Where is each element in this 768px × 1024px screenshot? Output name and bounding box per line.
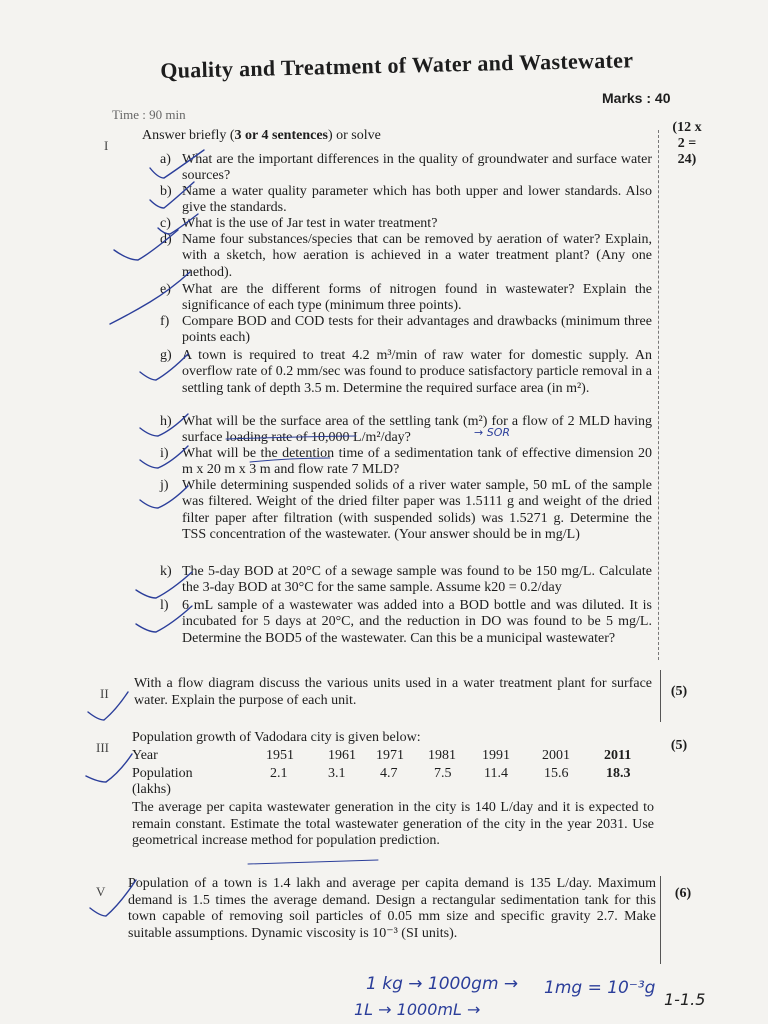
total-marks: Marks : 40 bbox=[602, 90, 671, 106]
year-cell: 2011 bbox=[604, 748, 632, 763]
population-cell: 2.1 bbox=[270, 766, 288, 781]
section-1-marks: (12 x 2 = 24) bbox=[672, 120, 702, 167]
population-cell: 15.6 bbox=[544, 766, 569, 781]
population-cell: 7.5 bbox=[434, 766, 452, 781]
question-d: d) Name four substances/species that can be removed by aeration of water? Explain, with a sketch, how aeration is achieved in a water treatment plant? (Any one method). bbox=[160, 232, 652, 280]
section-1-number: I bbox=[104, 138, 109, 153]
question-c: c) What is the use of Jar test in water treatment? bbox=[160, 216, 438, 231]
margin-line bbox=[658, 130, 659, 660]
exam-time: Time : 90 min bbox=[112, 107, 186, 122]
year-cell: 1991 bbox=[482, 748, 510, 763]
question-g: g) A town is required to treat 4.2 m³/min of raw water for domestic supply. An overflow rate of 0.2 mm/sec was found to produce satisfactory particle removal in a settling tank of depth 3.5 m. Determine the required surface area (in m²). bbox=[160, 348, 652, 396]
population-cell: 4.7 bbox=[380, 766, 398, 781]
page-title: Quality and Treatment of Water and Wastewater bbox=[160, 47, 634, 83]
row-label-population: Population (lakhs) bbox=[132, 766, 193, 797]
section-2-marks: (5) bbox=[670, 684, 688, 699]
marks-box-line bbox=[660, 670, 661, 722]
year-cell: 1951 bbox=[266, 748, 294, 763]
year-cell: 1981 bbox=[428, 748, 456, 763]
question-b: b) Name a water quality parameter which has both upper and lower standards. Also give the standards. bbox=[160, 184, 652, 216]
section-2-question: With a flow diagram discuss the various units used in a water treatment plant for surface water. Explain the purpose of each unit. bbox=[134, 676, 652, 708]
year-cell: 1971 bbox=[376, 748, 404, 763]
year-cell: 1961 bbox=[328, 748, 356, 763]
population-cell: 11.4 bbox=[484, 766, 508, 781]
handwritten-note-mg: 1mg = 10⁻³g bbox=[544, 978, 656, 998]
question-h: h) What will be the surface area of the settling tank (m²) for a flow of 2 MLD having surface loading rate of 10,000 L/m²/day? bbox=[160, 414, 652, 446]
question-k: k) The 5-day BOD at 20°C of a sewage sample was found to be 150 mg/L. Calculate the 3-day BOD at 30°C for the same sample. Assume k20 = 0.2/day bbox=[160, 564, 652, 596]
handwritten-note-range: 1-1.5 bbox=[664, 990, 706, 1009]
question-a: a) What are the important differences in the quality of groundwater and surface water sources? bbox=[160, 152, 652, 184]
section-3-number: III bbox=[96, 740, 109, 755]
section-5-marks: (6) bbox=[674, 886, 692, 901]
handwritten-note-sor: → SOR bbox=[474, 426, 510, 439]
handwritten-note-litre: 1L → 1000mL → bbox=[354, 1000, 481, 1019]
section-5-question: Population of a town is 1.4 lakh and average per capita demand is 135 L/day. Maximum demand is 1.5 times the average demand. Design a rectangular sedimentation tank for this town capable of removing soil particles of 0.05 mm size and specific gravity 2.7. Make suitable assumptions. Dynamic viscosity is 10⁻³ (SI units). bbox=[128, 876, 656, 941]
section-1-instruction: Answer briefly (3 or 4 sentences) or solve bbox=[142, 128, 381, 143]
row-label-year: Year bbox=[132, 748, 158, 763]
section-3-marks: (5) bbox=[670, 738, 688, 753]
question-f: f) Compare BOD and COD tests for their advantages and drawbacks (minimum three points each) bbox=[160, 314, 652, 346]
handwritten-note-kg: 1 kg → 1000gm → bbox=[366, 974, 519, 994]
population-cell: 3.1 bbox=[328, 766, 346, 781]
question-e: e) What are the different forms of nitrogen found in wastewater? Explain the significance of each type (minimum three points). bbox=[160, 282, 652, 314]
question-j: j) While determining suspended solids of a river water sample, 50 mL of the sample was filtered. Weight of the dried filter paper was 1.5111 g and weight of the dried filter paper after filtration (with suspended solids) was 1.5271 g. Determine the TSS concentration of the wastewater. (Your answer should be in mg/L) bbox=[160, 478, 652, 542]
marks-box-line bbox=[660, 876, 661, 964]
section-3-question: The average per capita wastewater generation in the city is 140 L/day and it is expected to remain constant. Estimate the total wastewater generation of the city in the year 2031. Use geometrical increase method for population prediction. bbox=[132, 800, 654, 848]
section-5-number: V bbox=[96, 884, 106, 899]
section-3-intro: Population growth of Vadodara city is given below: bbox=[132, 730, 421, 745]
population-cell: 18.3 bbox=[606, 766, 631, 781]
question-l: l) 6 mL sample of a wastewater was added into a BOD bottle and was diluted. It is incubated for 5 days at 20°C, and the reduction in DO was found to be 5 mg/L. Determine the BOD5 of the wastewater. Can this be a municipal wastewater? bbox=[160, 598, 652, 646]
year-cell: 2001 bbox=[542, 748, 570, 763]
section-2-number: II bbox=[100, 686, 109, 701]
question-i: i) What will be the detention time of a sedimentation tank of effective dimension 20 m x 20 m x 3 m and flow rate 7 MLD? bbox=[160, 446, 652, 478]
